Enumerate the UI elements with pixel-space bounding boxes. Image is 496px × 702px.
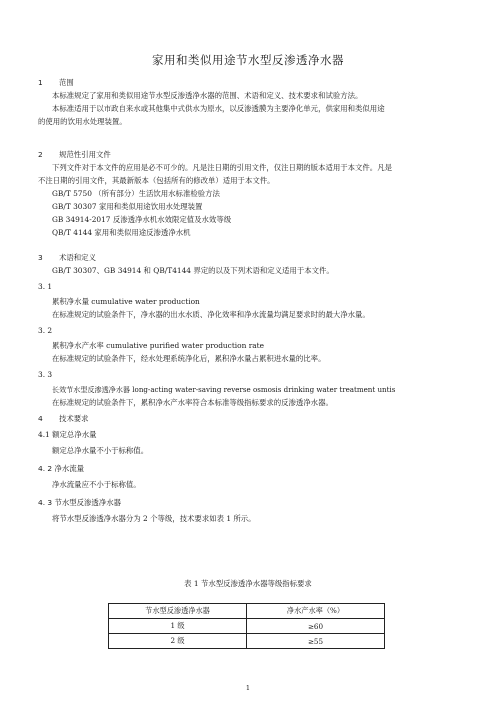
table-header-row	[109, 604, 385, 619]
section-number: 3	[38, 253, 43, 262]
term-number: 3. 1	[38, 282, 53, 291]
table-caption: 表 1 节水型反渗透净水器等级指标要求	[184, 579, 312, 588]
table-cell: 1 级	[109, 619, 247, 634]
paragraph: 不注日期的引用文件，其最新版本（包括所有的修改单）适用于本文件。	[38, 176, 275, 185]
paragraph: 下列文件对于本文件的应用是必不可少的。凡是注日期的引用文件，仅注日期的版本适用于本文件。凡是	[52, 163, 392, 172]
term-definition: 在标准规定的试验条件下，累积净水产水率符合本标准等级指标要求的反渗透净水器。	[52, 398, 333, 407]
term-definition: 在标准规定的试验条件下，经水处理系统净化后，累积净水量占累积进水量的比率。	[52, 354, 326, 363]
section-1-heading	[38, 78, 74, 88]
section-2-heading	[38, 150, 111, 160]
term-number: 3. 2	[38, 326, 53, 335]
section-3-heading	[38, 253, 96, 263]
subsection-heading: 4. 3 节水型反渗透净水器	[38, 498, 121, 507]
paragraph: GB/T 30307、GB 34914 和 QB/T4144 界定的以及下列术语和定义适用于本文件。	[52, 266, 334, 275]
page-number: 1	[245, 684, 251, 692]
section-number: 1	[38, 78, 43, 87]
table-cell: ≥60	[247, 619, 385, 634]
section-title: 技术要求	[59, 414, 89, 423]
reference-item: QB/T 4144 家用和类似用途反渗透净水机	[52, 228, 191, 237]
paragraph: 额定总净水量不小于标称值。	[52, 446, 149, 455]
section-number: 4	[38, 414, 43, 423]
table-cell: 2 级	[109, 634, 247, 649]
paragraph: 本标准规定了家用和类似用途节水型反渗透净水器的范围、术语和定义、技术要求和试验方法。	[52, 91, 363, 100]
term-name: 长效节水型反渗透净水器 long-acting water-saving reverse osmosis drinking water treatment untis	[52, 385, 396, 394]
paragraph: 将节水型反渗透净水器分为 2 个等级，技术要求如表 1 所示。	[52, 514, 256, 523]
subsection-heading: 4. 2 净水流量	[38, 464, 85, 473]
table-row	[109, 634, 385, 649]
paragraph: 净水流量应不小于标称值。	[52, 480, 141, 489]
term-name: 累积净水产水率 cumulative purified water production rate	[52, 341, 265, 350]
section-title: 规范性引用文件	[59, 150, 111, 159]
section-title: 范围	[59, 78, 74, 87]
section-4-heading	[38, 414, 89, 424]
reference-item: GB/T 5750 （所有部分）生活饮用水标准检验方法	[52, 189, 220, 198]
section-number: 2	[38, 150, 43, 159]
subsection-heading: 4.1 额定总净水量	[38, 430, 97, 439]
term-number: 3. 3	[38, 370, 53, 379]
section-title: 术语和定义	[59, 253, 96, 262]
grade-table	[108, 603, 385, 649]
table-cell: ≥55	[247, 634, 385, 649]
reference-item: GB 34914-2017 反渗透净水机水效限定值及水效等级	[52, 215, 232, 224]
term-name: 累积净水量 cumulative water production	[52, 297, 200, 306]
paragraph: 的使用的饮用水处理装置。	[38, 117, 127, 126]
reference-item: GB/T 30307 家用和类似用途饮用水处理装置	[52, 202, 203, 211]
table-header-cell: 节水型反渗透净水器	[109, 604, 247, 619]
paragraph: 本标准适用于以市政自来水或其他集中式供水为原水，以反渗透膜为主要净化单元，供家用和类似用途	[52, 104, 385, 113]
table-header-cell: 净水产水率（%）	[247, 604, 385, 619]
document-title: 家用和类似用途节水型反渗透净水器	[152, 53, 344, 67]
term-definition: 在标准规定的试验条件下，净水器的出水水质、净化效率和净水流量均满足要求时的最大净水量。	[52, 310, 370, 319]
table-row	[109, 619, 385, 634]
